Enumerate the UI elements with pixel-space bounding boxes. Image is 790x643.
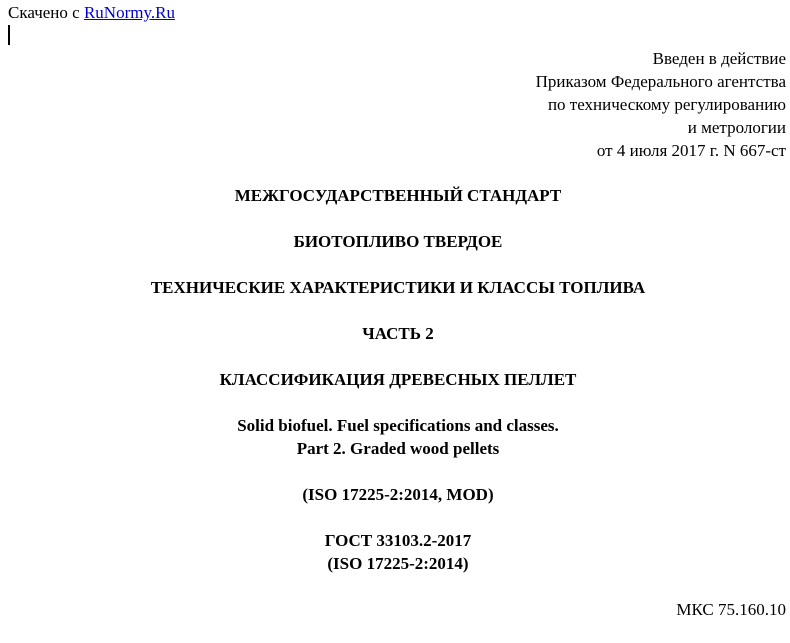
text-cursor — [8, 25, 10, 45]
source-link[interactable]: RuNormy.Ru — [83, 3, 175, 22]
standard-part: ЧАСТЬ 2 — [362, 324, 434, 343]
standard-title-sub: ТЕХНИЧЕСКИЕ ХАРАКТЕРИСТИКИ И КЛАССЫ ТОПЛИВА — [150, 278, 646, 297]
english-title-line-1: Solid biofuel. Fuel specifications and classes. — [237, 416, 559, 435]
standard-type: МЕЖГОСУДАРСТВЕННЫЙ СТАНДАРТ — [234, 186, 562, 205]
introduction-line: Введен в действие — [652, 49, 786, 68]
iso-mod-reference: (ISO 17225-2:2014, MOD) — [302, 485, 494, 504]
source-prefix: Скачено с — [8, 3, 84, 22]
standard-title-main: БИОТОПЛИВО ТВЕРДОЕ — [293, 232, 503, 251]
standard-designation-iso: (ISO 17225-2:2014) — [327, 554, 469, 573]
introduction-line: по техническому регулированию — [547, 95, 786, 114]
introduction-line: от 4 июля 2017 г. N 667-ст — [596, 141, 786, 160]
introduction-line: и метрологии — [687, 118, 786, 137]
introduction-block — [536, 47, 786, 162]
mks-code: МКС 75.160.10 — [676, 600, 786, 619]
introduction-line: Приказом Федерального агентства — [535, 72, 786, 91]
source-line — [8, 3, 175, 23]
standard-designation: ГОСТ 33103.2-2017 — [324, 531, 472, 550]
standard-part-title: КЛАССИФИКАЦИЯ ДРЕВЕСНЫХ ПЕЛЛЕТ — [219, 370, 577, 389]
english-title-line-2: Part 2. Graded wood pellets — [296, 439, 500, 458]
